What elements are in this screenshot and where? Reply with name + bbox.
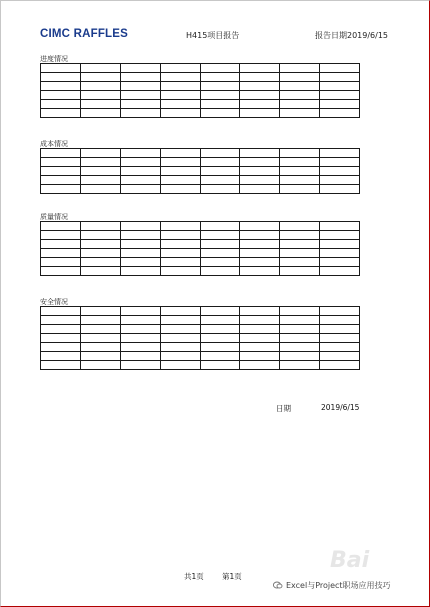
table-cell	[120, 316, 160, 325]
table-row	[41, 100, 360, 109]
table-cell	[240, 100, 280, 109]
table-cell	[80, 343, 120, 352]
table-cell	[80, 149, 120, 158]
table-cell	[280, 64, 320, 73]
table-cell	[240, 267, 280, 276]
table-row	[41, 249, 360, 258]
table-cell	[120, 352, 160, 361]
table-cell	[80, 222, 120, 231]
table-cell	[280, 158, 320, 167]
table-cell	[41, 185, 81, 194]
table-cell	[320, 91, 360, 100]
table-cell	[160, 185, 200, 194]
table-cell	[320, 64, 360, 73]
table-cell	[240, 149, 280, 158]
table-cell	[200, 249, 240, 258]
table-cell	[320, 185, 360, 194]
table-cell	[320, 343, 360, 352]
table-cell	[240, 316, 280, 325]
table-cell	[320, 82, 360, 91]
watermark-text: Excel与Project职场应用技巧	[286, 581, 391, 590]
table-cell	[80, 334, 120, 343]
table-cell	[280, 352, 320, 361]
table-cell	[200, 109, 240, 118]
section-label-safety: 安全情况	[40, 298, 68, 306]
table-cell	[280, 167, 320, 176]
table-cell	[320, 325, 360, 334]
table-cell	[41, 307, 81, 316]
table-cell	[280, 82, 320, 91]
table-cell	[280, 258, 320, 267]
table-cell	[200, 240, 240, 249]
table-row	[41, 64, 360, 73]
table-cell	[240, 91, 280, 100]
table-cell	[320, 73, 360, 82]
table-cell	[240, 343, 280, 352]
table-cell	[120, 334, 160, 343]
table-cell	[200, 158, 240, 167]
table-cell	[41, 222, 81, 231]
section-label-cost: 成本情况	[40, 140, 68, 148]
table-cell	[320, 109, 360, 118]
table-cell	[80, 176, 120, 185]
table-row	[41, 343, 360, 352]
table-cell	[320, 240, 360, 249]
table-cell	[160, 109, 200, 118]
table-cell	[240, 361, 280, 370]
table-cell	[120, 231, 160, 240]
table-cell	[160, 316, 200, 325]
table-cell	[200, 361, 240, 370]
table-cell	[120, 307, 160, 316]
table-cell	[320, 334, 360, 343]
table-cell	[120, 240, 160, 249]
table-cell	[240, 325, 280, 334]
table-cell	[120, 267, 160, 276]
table-cell	[160, 158, 200, 167]
table-cell	[280, 267, 320, 276]
table-cell	[80, 64, 120, 73]
table-cell	[80, 316, 120, 325]
table-cell	[120, 185, 160, 194]
table-cell	[120, 176, 160, 185]
table-cell	[200, 258, 240, 267]
table-cell	[160, 361, 200, 370]
table-cell	[240, 109, 280, 118]
table-cell	[41, 109, 81, 118]
table-cell	[200, 231, 240, 240]
table-cell	[160, 267, 200, 276]
table-cell	[200, 334, 240, 343]
table-cell	[200, 64, 240, 73]
table-cell	[120, 167, 160, 176]
table-cell	[200, 82, 240, 91]
table-row	[41, 149, 360, 158]
table-row	[41, 307, 360, 316]
table-cell	[280, 91, 320, 100]
table-cell	[120, 325, 160, 334]
table-cell	[240, 307, 280, 316]
table-row	[41, 82, 360, 91]
table-cell	[200, 176, 240, 185]
table-cell	[280, 222, 320, 231]
table-cell	[41, 267, 81, 276]
table-cell	[320, 158, 360, 167]
table-cell	[120, 91, 160, 100]
table-cell	[160, 100, 200, 109]
table-cell	[80, 325, 120, 334]
table-row	[41, 185, 360, 194]
table-cell	[41, 316, 81, 325]
table-cell	[80, 82, 120, 91]
table-cell	[41, 149, 81, 158]
table-row	[41, 240, 360, 249]
table-row	[41, 334, 360, 343]
table-cell	[80, 249, 120, 258]
table-cell	[240, 167, 280, 176]
table-cell	[41, 240, 81, 249]
table-cell	[80, 258, 120, 267]
table-cell	[160, 307, 200, 316]
table-cell	[80, 307, 120, 316]
table-cell	[41, 258, 81, 267]
table-cell	[320, 307, 360, 316]
table-row	[41, 91, 360, 100]
table-cell	[41, 82, 81, 91]
table-cell	[160, 91, 200, 100]
table-cell	[160, 325, 200, 334]
table-cell	[280, 73, 320, 82]
table-row	[41, 73, 360, 82]
table-cell	[200, 167, 240, 176]
table-cell	[80, 109, 120, 118]
table-cell	[200, 91, 240, 100]
company-logo: CIMC RAFFLES	[40, 28, 129, 40]
table-cell	[240, 258, 280, 267]
table-cell	[160, 176, 200, 185]
table-cell	[160, 64, 200, 73]
table-cell	[41, 343, 81, 352]
table-cell	[280, 240, 320, 249]
section-label-quality: 质量情况	[40, 213, 68, 221]
table-cell	[41, 325, 81, 334]
table-cell	[160, 231, 200, 240]
table-cell	[41, 158, 81, 167]
table-cell	[80, 158, 120, 167]
table-cell	[280, 149, 320, 158]
table-row	[41, 167, 360, 176]
table-cell	[320, 258, 360, 267]
table-cell	[280, 100, 320, 109]
wechat-icon	[273, 581, 283, 589]
table-cell	[120, 109, 160, 118]
table-cell	[320, 222, 360, 231]
footer-current-page: 第1页	[222, 572, 242, 581]
table-cell	[240, 185, 280, 194]
table-cell	[120, 100, 160, 109]
table-cell	[200, 343, 240, 352]
table-cell	[160, 167, 200, 176]
table-cell	[160, 240, 200, 249]
summary-date-value: 2019/6/15	[321, 403, 360, 412]
table-cell	[200, 100, 240, 109]
table-row	[41, 158, 360, 167]
table-cell	[160, 82, 200, 91]
table-cell	[120, 249, 160, 258]
table-row	[41, 231, 360, 240]
table-row	[41, 222, 360, 231]
safety-table	[40, 306, 360, 370]
section-label-progress: 进度情况	[40, 55, 68, 63]
table-cell	[80, 167, 120, 176]
table-cell	[320, 249, 360, 258]
table-cell	[160, 352, 200, 361]
table-cell	[280, 343, 320, 352]
table-cell	[240, 82, 280, 91]
table-cell	[41, 73, 81, 82]
table-cell	[280, 231, 320, 240]
table-cell	[240, 240, 280, 249]
table-cell	[120, 258, 160, 267]
table-cell	[160, 249, 200, 258]
table-cell	[120, 64, 160, 73]
table-cell	[41, 231, 81, 240]
table-cell	[120, 343, 160, 352]
table-cell	[320, 352, 360, 361]
table-row	[41, 109, 360, 118]
table-cell	[280, 361, 320, 370]
table-cell	[120, 73, 160, 82]
table-cell	[80, 361, 120, 370]
table-cell	[320, 167, 360, 176]
table-row	[41, 267, 360, 276]
summary-date-label: 日期	[276, 404, 291, 413]
table-cell	[80, 185, 120, 194]
table-cell	[200, 73, 240, 82]
table-cell	[80, 352, 120, 361]
table-cell	[240, 352, 280, 361]
table-cell	[240, 73, 280, 82]
table-cell	[320, 149, 360, 158]
table-cell	[120, 361, 160, 370]
table-cell	[41, 167, 81, 176]
table-cell	[160, 343, 200, 352]
table-cell	[200, 185, 240, 194]
table-row	[41, 361, 360, 370]
table-cell	[80, 240, 120, 249]
quality-table	[40, 221, 360, 276]
table-cell	[200, 149, 240, 158]
table-cell	[320, 231, 360, 240]
table-cell	[160, 149, 200, 158]
table-cell	[120, 158, 160, 167]
table-cell	[200, 267, 240, 276]
table-cell	[41, 100, 81, 109]
table-cell	[120, 82, 160, 91]
table-row	[41, 352, 360, 361]
table-cell	[200, 222, 240, 231]
table-cell	[41, 91, 81, 100]
table-cell	[41, 361, 81, 370]
table-cell	[280, 334, 320, 343]
table-cell	[320, 316, 360, 325]
table-cell	[280, 249, 320, 258]
table-cell	[160, 334, 200, 343]
table-cell	[240, 334, 280, 343]
table-cell	[200, 307, 240, 316]
table-cell	[280, 316, 320, 325]
table-cell	[200, 316, 240, 325]
table-cell	[320, 361, 360, 370]
table-cell	[41, 64, 81, 73]
footer-total-pages: 共1页	[184, 572, 204, 581]
table-row	[41, 176, 360, 185]
table-cell	[200, 325, 240, 334]
table-cell	[80, 73, 120, 82]
table-cell	[41, 176, 81, 185]
table-row	[41, 316, 360, 325]
table-cell	[80, 267, 120, 276]
table-cell	[80, 231, 120, 240]
table-cell	[240, 176, 280, 185]
baidu-watermark: Bai	[330, 548, 370, 573]
table-cell	[80, 100, 120, 109]
table-cell	[240, 249, 280, 258]
table-cell	[41, 352, 81, 361]
table-cell	[120, 149, 160, 158]
table-cell	[280, 176, 320, 185]
table-cell	[280, 307, 320, 316]
report-date: 报告日期2019/6/15	[315, 31, 389, 40]
table-cell	[160, 73, 200, 82]
table-cell	[160, 222, 200, 231]
table-cell	[41, 249, 81, 258]
table-cell	[80, 91, 120, 100]
table-cell	[280, 185, 320, 194]
table-cell	[280, 325, 320, 334]
table-cell	[240, 222, 280, 231]
table-row	[41, 325, 360, 334]
table-row	[41, 258, 360, 267]
report-title: H415项目报告	[186, 31, 240, 40]
table-cell	[280, 109, 320, 118]
table-cell	[320, 267, 360, 276]
table-cell	[320, 176, 360, 185]
table-cell	[120, 222, 160, 231]
table-cell	[320, 100, 360, 109]
table-cell	[240, 158, 280, 167]
progress-table	[40, 63, 360, 118]
table-cell	[200, 352, 240, 361]
table-cell	[41, 334, 81, 343]
table-cell	[240, 64, 280, 73]
cost-table	[40, 148, 360, 194]
table-cell	[160, 258, 200, 267]
table-cell	[240, 231, 280, 240]
